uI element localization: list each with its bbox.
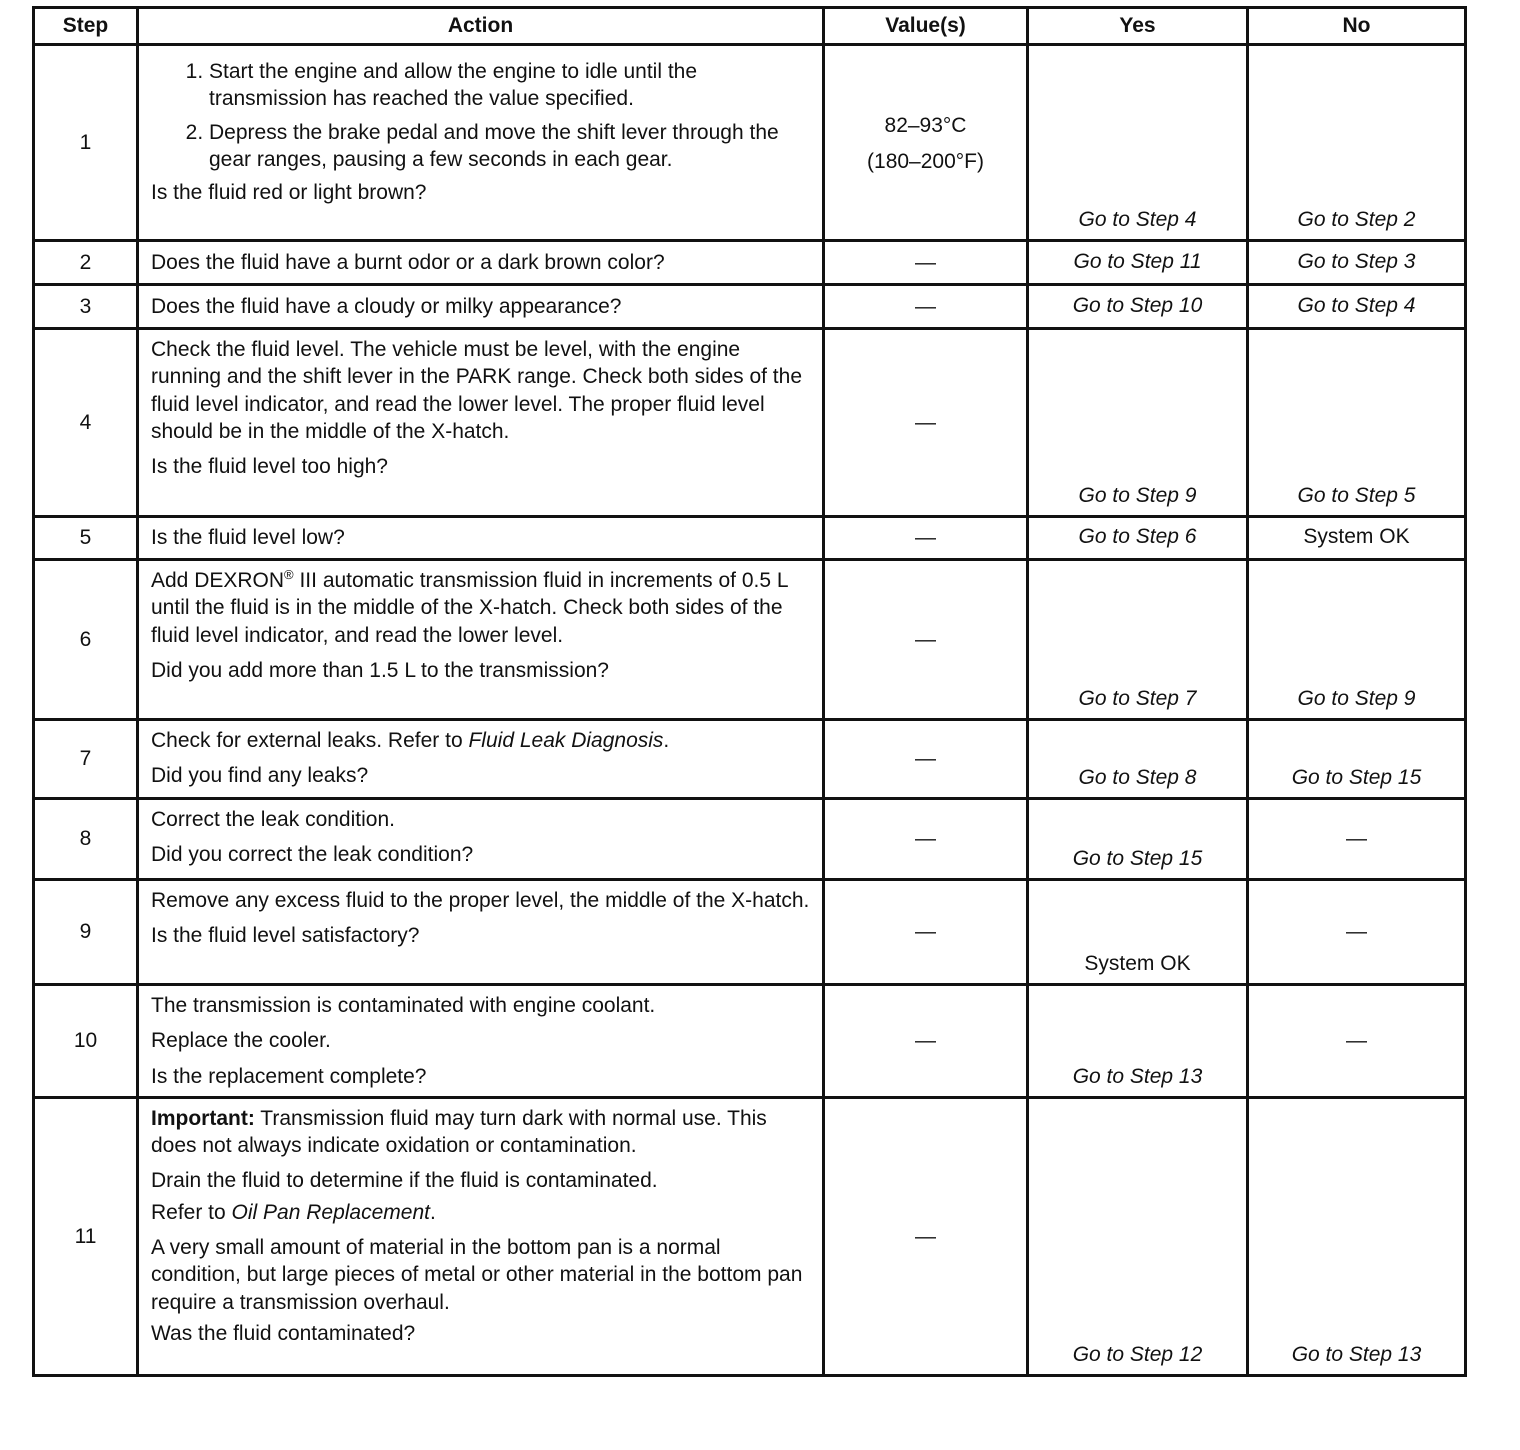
value-cell: —	[824, 720, 1028, 799]
value-cell: —	[824, 1097, 1028, 1375]
no-cell: Go to Step 4	[1248, 285, 1466, 329]
action-question: Does the fluid have a burnt odor or a dark brown color?	[138, 241, 824, 285]
no-cell: Go to Step 2	[1248, 45, 1466, 241]
value-cell: —	[824, 880, 1028, 985]
action-cell	[138, 329, 824, 517]
value-cell: —	[824, 517, 1028, 560]
no-cell: Go to Step 9	[1248, 560, 1466, 720]
table-row	[34, 517, 1466, 560]
action-text: Check the fluid level. The vehicle must be level, with the engine running and the shift lever in the PARK range. Check both sides of the fluid level indicator, and read the lower level. The proper fluid level should be in the middle of the X-hatch.	[151, 338, 802, 443]
value-cell: —	[824, 329, 1028, 517]
action-question: Is the fluid level satisfactory?	[151, 924, 420, 948]
action-text	[151, 727, 810, 754]
step-number: 6	[34, 560, 138, 720]
value-cell: —	[824, 241, 1028, 285]
yes-cell: System OK	[1028, 880, 1248, 985]
no-cell: —	[1248, 985, 1466, 1098]
table-row	[34, 285, 1466, 329]
action-question: Is the fluid level too high?	[151, 455, 388, 479]
table-row	[34, 880, 1466, 985]
value-cell	[824, 45, 1028, 241]
value-cell: —	[824, 285, 1028, 329]
step-number: 7	[34, 720, 138, 799]
yes-cell: Go to Step 12	[1028, 1097, 1248, 1375]
header-step: Step	[34, 8, 138, 45]
action-cell	[138, 799, 824, 880]
step-number: 9	[34, 880, 138, 985]
no-cell: Go to Step 15	[1248, 720, 1466, 799]
table-row	[34, 329, 1466, 517]
no-cell: —	[1248, 880, 1466, 985]
yes-cell: Go to Step 15	[1028, 799, 1248, 880]
table-row	[34, 720, 1466, 799]
reference-link[interactable]: Fluid Leak Diagnosis	[468, 729, 664, 752]
action-text: Replace the cooler.	[151, 1029, 331, 1053]
action-text: Remove any excess fluid to the proper level, the middle of the X-hatch.	[151, 889, 810, 912]
yes-cell: Go to Step 8	[1028, 720, 1248, 799]
action-text: The transmission is contaminated with engine coolant.	[151, 994, 656, 1017]
important-note	[151, 1105, 810, 1160]
action-cell	[138, 720, 824, 799]
important-text: Transmission fluid may turn dark with normal use. This does not always indicate oxidation or contamination.	[151, 1106, 767, 1158]
no-cell: Go to Step 5	[1248, 329, 1466, 517]
action-question: Did you find any leaks?	[151, 764, 369, 788]
step-number: 1	[34, 45, 138, 241]
action-list-item: 2. Depress the brake pedal and move the shift lever through the gear ranges, pausing a few seconds in each gear.	[209, 119, 810, 174]
no-cell: Go to Step 3	[1248, 241, 1466, 285]
value-celsius: 82–93°C	[884, 114, 967, 137]
table-row	[34, 560, 1466, 720]
action-text: Correct the leak condition.	[151, 808, 395, 831]
value-cell: —	[824, 560, 1028, 720]
action-cell	[138, 560, 824, 720]
table-row	[34, 1097, 1466, 1375]
action-cell	[138, 1097, 824, 1375]
action-question: Is the replacement complete?	[151, 1064, 427, 1088]
important-label: Important:	[151, 1106, 255, 1130]
action-cell	[138, 45, 824, 241]
action-text	[151, 567, 810, 649]
action-text: A very small amount of material in the bottom pan is a normal condition, but large pieces of metal or other material in the bottom pan require a transmission overhaul.	[151, 1236, 803, 1314]
action-text	[151, 1199, 810, 1226]
yes-cell: Go to Step 4	[1028, 45, 1248, 241]
step-number: 11	[34, 1097, 138, 1375]
action-list-item: 1. Start the engine and allow the engine to idle until the transmission has reached the value specified.	[209, 58, 810, 113]
step-number: 4	[34, 329, 138, 517]
table-row	[34, 45, 1466, 241]
action-cell	[138, 880, 824, 985]
table-row	[34, 241, 1466, 285]
value-cell: —	[824, 985, 1028, 1098]
table-row	[34, 799, 1466, 880]
action-text: Drain the fluid to determine if the fluid is contaminated.	[151, 1169, 658, 1193]
diagnostic-table	[32, 6, 1467, 1377]
action-text-part: Refer to	[151, 1200, 232, 1224]
step-number: 8	[34, 799, 138, 880]
action-question: Did you add more than 1.5 L to the transmission?	[151, 658, 609, 682]
registered-mark: ®	[284, 567, 294, 582]
step-number: 2	[34, 241, 138, 285]
action-question: Is the fluid level low?	[138, 517, 824, 560]
header-yes: Yes	[1028, 8, 1248, 45]
value-fahrenheit: (180–200°F)	[867, 149, 984, 173]
yes-cell: Go to Step 13	[1028, 985, 1248, 1098]
action-text-part: Add DEXRON	[151, 569, 285, 592]
yes-cell: Go to Step 11	[1028, 241, 1248, 285]
action-cell	[138, 985, 824, 1098]
no-cell: —	[1248, 799, 1466, 880]
value-cell: —	[824, 799, 1028, 880]
action-text-part: .	[663, 729, 670, 752]
header-action: Action	[138, 8, 824, 45]
no-cell: System OK	[1248, 517, 1466, 560]
action-question: Did you correct the leak condition?	[151, 843, 474, 867]
yes-cell: Go to Step 9	[1028, 329, 1248, 517]
header-values: Value(s)	[824, 8, 1028, 45]
action-question: Is the fluid red or light brown?	[151, 181, 427, 205]
step-number: 5	[34, 517, 138, 560]
table-header-row	[34, 8, 1466, 45]
header-no: No	[1248, 8, 1466, 45]
yes-cell: Go to Step 10	[1028, 285, 1248, 329]
action-text-part: III automatic transmission fluid in increments of 0.5 L until the fluid is in the middle of the X-hatch. Check both sides of the fluid level indicator, and read the lower level.	[151, 569, 788, 647]
step-number: 3	[34, 285, 138, 329]
reference-link[interactable]: Oil Pan Replacement	[231, 1200, 430, 1224]
action-question: Does the fluid have a cloudy or milky appearance?	[138, 285, 824, 329]
no-cell: Go to Step 13	[1248, 1097, 1466, 1375]
yes-cell: Go to Step 7	[1028, 560, 1248, 720]
action-question: Was the fluid contaminated?	[151, 1321, 416, 1345]
action-text-part: .	[429, 1200, 436, 1224]
step-number: 10	[34, 985, 138, 1098]
action-text-part: Check for external leaks. Refer to	[151, 729, 469, 752]
table-row	[34, 985, 1466, 1098]
yes-cell: Go to Step 6	[1028, 517, 1248, 560]
